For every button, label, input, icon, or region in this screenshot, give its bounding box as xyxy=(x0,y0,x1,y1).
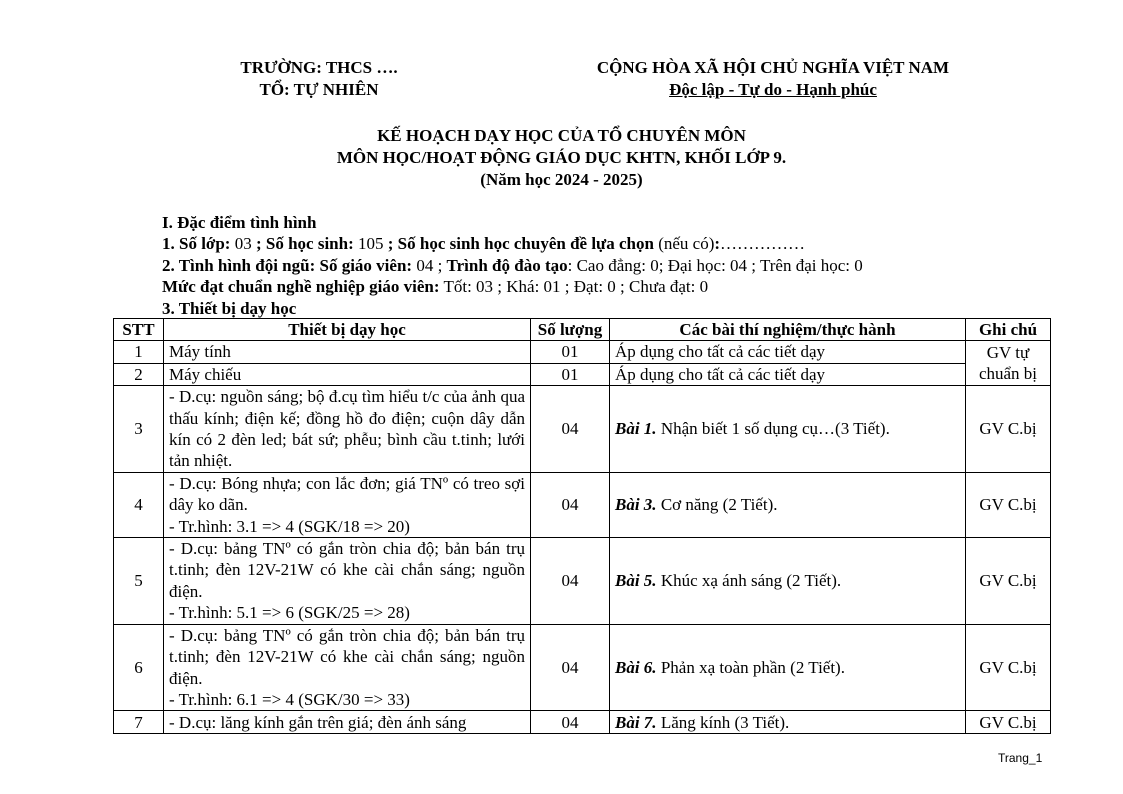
page-number: Trang_1 xyxy=(998,751,1043,765)
title-line-3: (Năm học 2024 - 2025) xyxy=(480,170,643,189)
staff-stats-line: 2. Tình hình đội ngũ: Số giáo viên: 04 ; Trình độ đào tạo: Cao đẳng: 0; Đại học: 04 ; Trên đại học: 0 xyxy=(162,255,863,275)
table-row: 2 Máy chiếu 01 Áp dụng cho tất cả các tiết dạy xyxy=(114,363,1051,385)
national-motto: Độc lập - Tự do - Hạnh phúc xyxy=(669,80,877,99)
table-row: 1 Máy tính 01 Áp dụng cho tất cả các tiết dạy GV tự chuẩn bị xyxy=(114,341,1051,363)
note-cell: GV tự chuẩn bị xyxy=(966,341,1051,386)
table-row: 5 - D.cụ: bảng TNº có gắn tròn chia độ; bản bán trụ t.tinh; đèn 12V-21W có khe cài chắn sáng; nguồn điện. - Tr.hình: 5.1 => 6 (SGK/25 => 28) 04 Bài 5. Khúc xạ ánh sáng (2 Tiết). GV C.bị xyxy=(114,538,1051,625)
equipment-heading: 3. Thiết bị dạy học xyxy=(162,298,297,318)
national-title: CỘNG HÒA XÃ HỘI CHỦ NGHĨA VIỆT NAM xyxy=(596,58,950,77)
document-title xyxy=(0,125,1123,191)
school-name: TRƯỜNG: THCS …. xyxy=(240,58,398,77)
national-header xyxy=(560,57,986,101)
header-stt: STT xyxy=(114,319,164,341)
header-device: Thiết bị dạy học xyxy=(164,319,531,341)
table-header-row xyxy=(114,319,1051,341)
school-header xyxy=(214,57,424,101)
table-row: 7 - D.cụ: lăng kính gắn trên giá; đèn ánh sáng 04 Bài 7. Lăng kính (3 Tiết). GV C.bị xyxy=(114,711,1051,734)
table-row: 6 - D.cụ: bảng TNº có gắn tròn chia độ; bản bán trụ t.tinh; đèn 12V-21W có khe cài chắn sáng; nguồn điện. - Tr.hình: 6.1 => 4 (SGK/30 => 33) 04 Bài 6. Phản xạ toàn phần (2 Tiết). GV C.bị xyxy=(114,624,1051,711)
table-row: 3 - D.cụ: nguồn sáng; bộ đ.cụ tìm hiểu t/c của ảnh qua thấu kính; điện kế; đồng hồ đo điện; cuộn dây dẫn kín có 2 đèn led; bát sứ; phễu; bình cầu t.tinh; lưới tản nhiệt. 04 Bài 1. Nhận biết 1 số dụng cụ…(3 Tiết). GV C.bị xyxy=(114,386,1051,473)
equipment-table xyxy=(113,318,1051,734)
title-line-1: KẾ HOẠCH DẠY HỌC CỦA TỔ CHUYÊN MÔN xyxy=(377,126,746,145)
section-heading: I. Đặc điểm tình hình xyxy=(162,213,317,232)
class-stats-line: 1. Số lớp: 03 ; Số học sinh: 105 ; Số học sinh học chuyên đề lựa chọn (nếu có):…………… xyxy=(162,234,806,254)
teacher-standard-line: Mức đạt chuẩn nghề nghiệp giáo viên: Tốt: 03 ; Khá: 01 ; Đạt: 0 ; Chưa đạt: 0 xyxy=(162,277,709,297)
situation-section xyxy=(162,212,1062,319)
department-name: TỔ: TỰ NHIÊN xyxy=(259,80,379,99)
header-quantity: Số lượng xyxy=(531,319,610,341)
title-line-2: MÔN HỌC/HOẠT ĐỘNG GIÁO DỤC KHTN, KHỐI LỚP 9. xyxy=(336,148,787,167)
table-row: 4 - D.cụ: Bóng nhựa; con lắc đơn; giá TNº có treo sợi dây ko dãn. - Tr.hình: 3.1 => 4 (SGK/18 => 20) 04 Bài 3. Cơ năng (2 Tiết). GV C.bị xyxy=(114,472,1051,537)
header-lessons: Các bài thí nghiệm/thực hành xyxy=(610,319,966,341)
header-note: Ghi chú xyxy=(966,319,1051,341)
